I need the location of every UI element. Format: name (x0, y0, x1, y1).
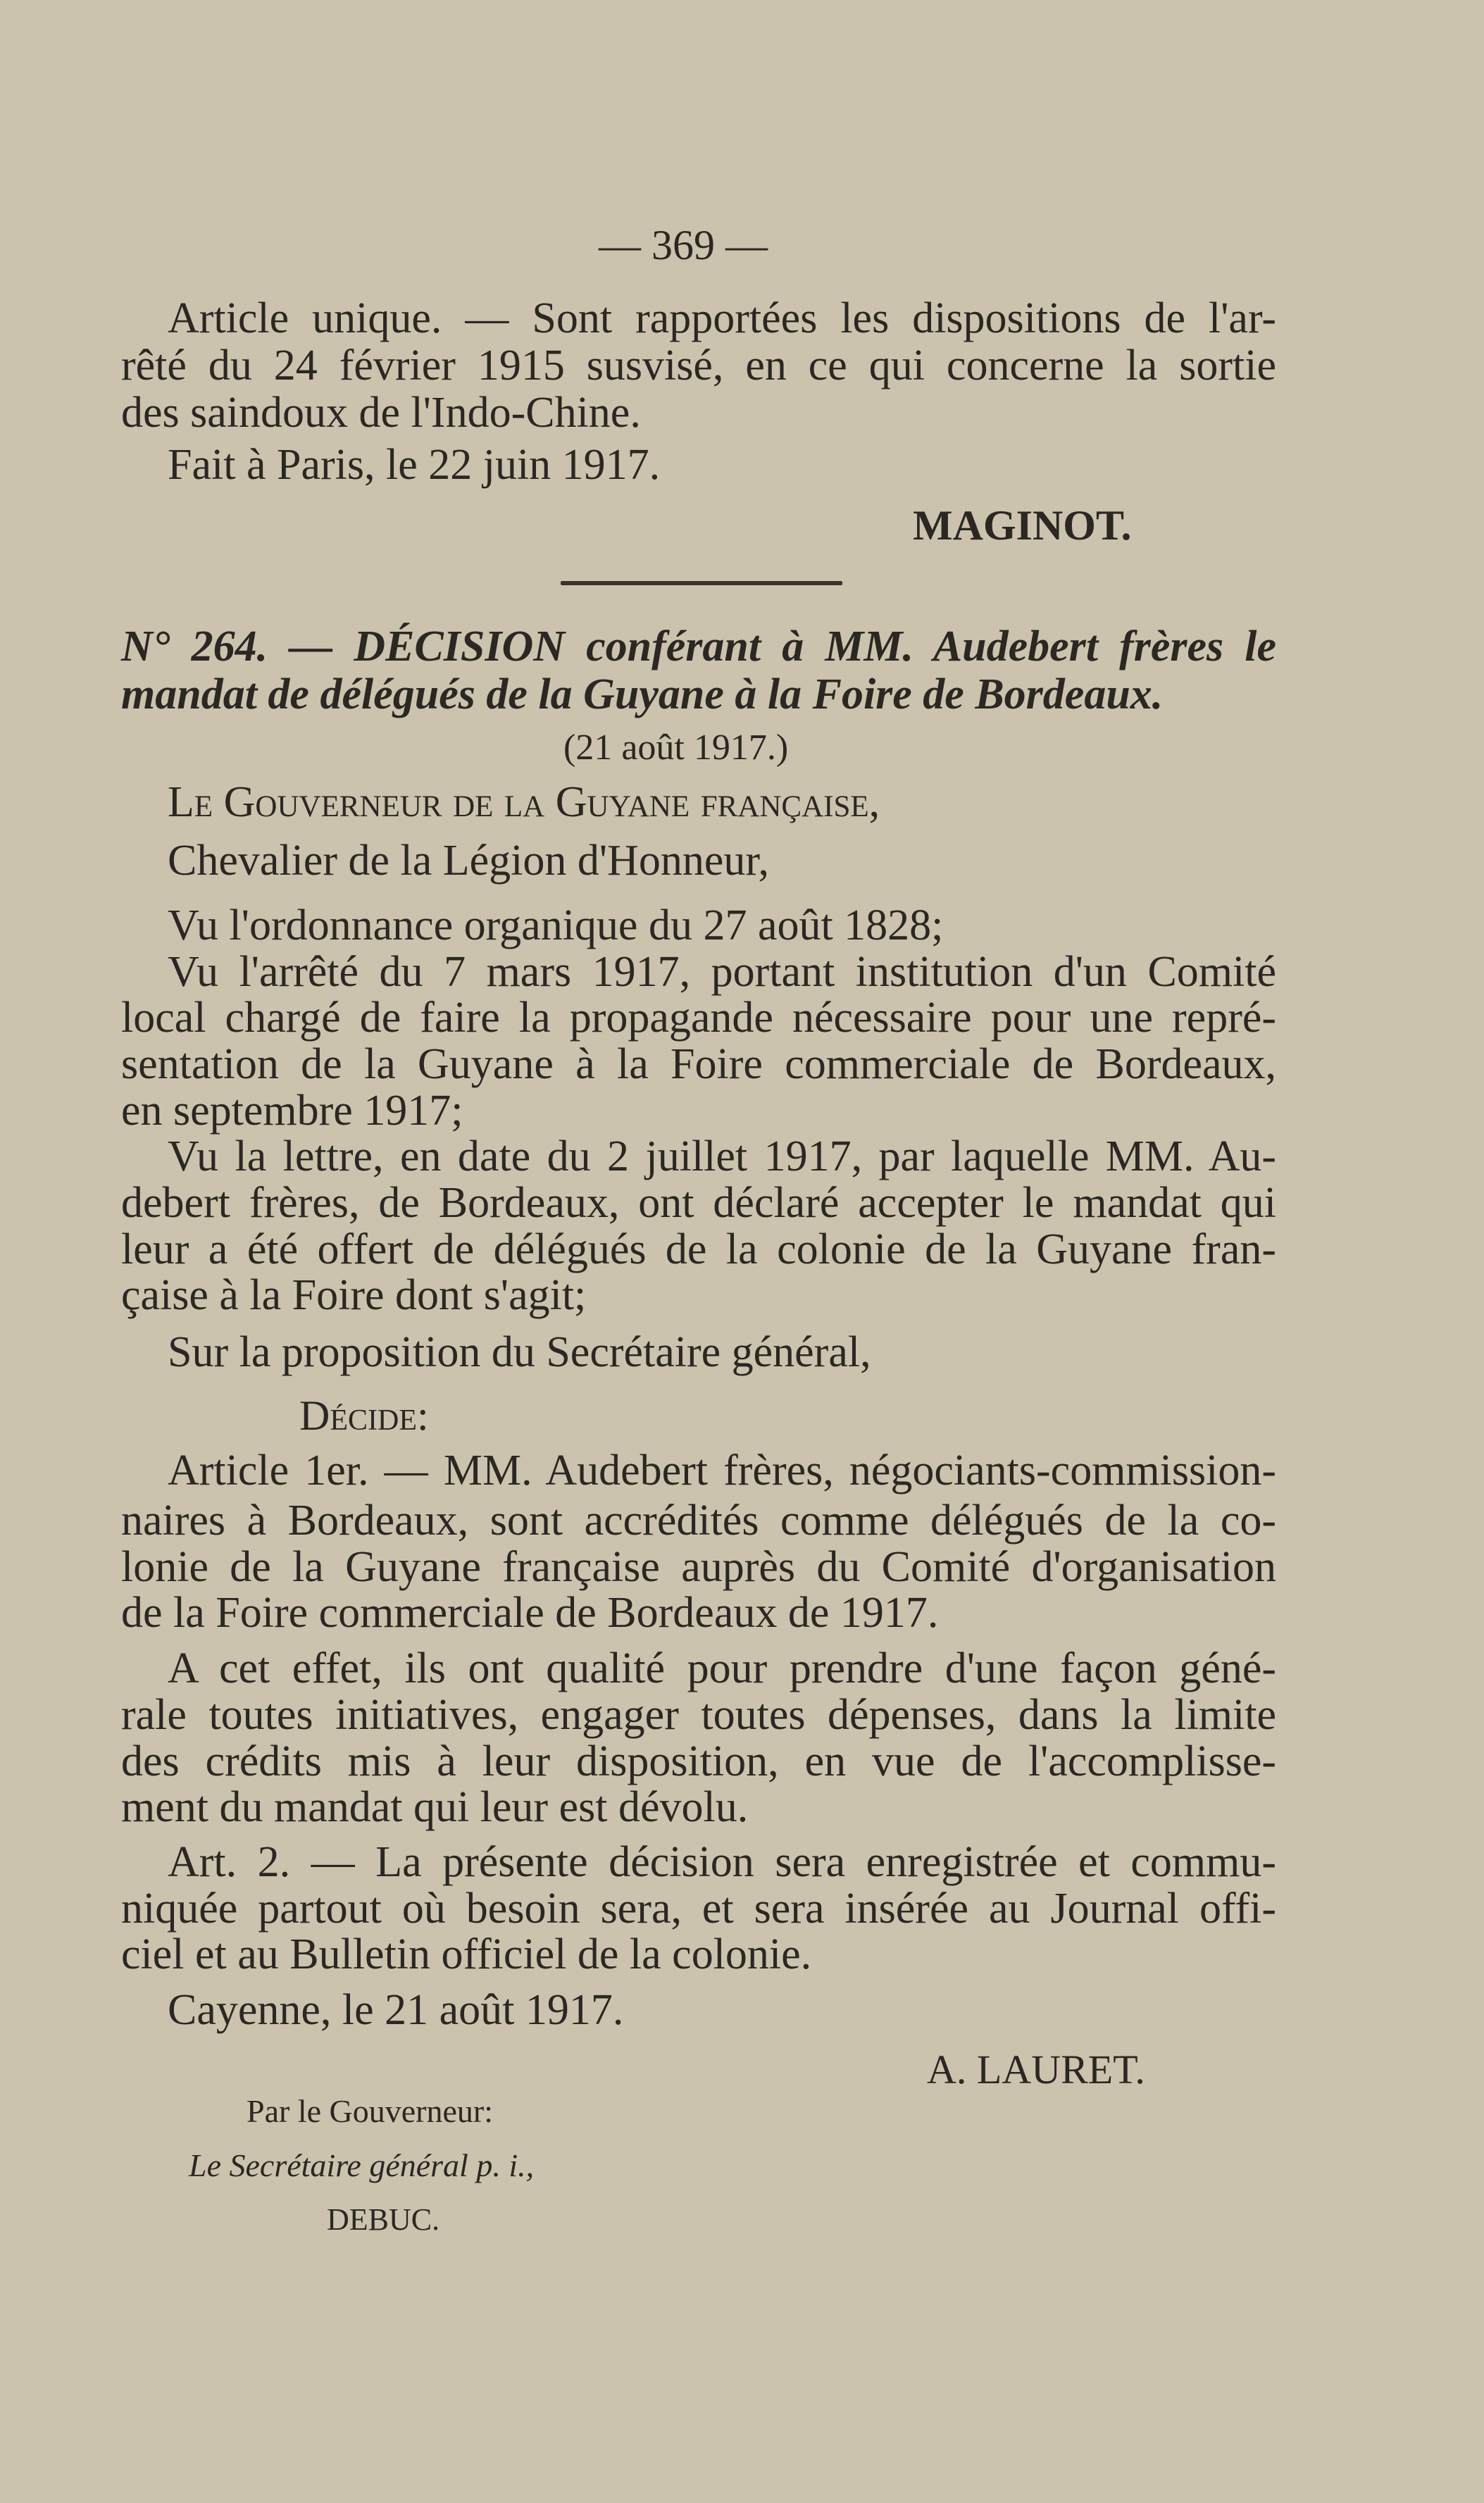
decision-heading-line: N° 264. — DÉCISION conférant à MM. Audebert frères le (121, 623, 1276, 670)
text-line: Le Gouverneur de la Guyane française, (168, 778, 880, 826)
separator-rule (561, 581, 842, 585)
text-line: Vu l'arrêté du 7 mars 1917, portant institution d'un Comité (168, 948, 1276, 996)
text-line: Sur la proposition du Secrétaire général, (168, 1328, 871, 1376)
text-line: ment du mandat qui leur est dévolu. (121, 1783, 749, 1831)
text-line: niquée partout où besoin sera, et sera insérée au Journal offi- (121, 1885, 1276, 1933)
text-line: Vu l'ordonnance organique du 27 août 1828; (168, 901, 944, 949)
text-line: Chevalier de la Légion d'Honneur, (168, 837, 770, 885)
text-line: ciel et au Bulletin officiel de la colonie. (121, 1930, 812, 1978)
signature-lauret: A. LAURET. (927, 2047, 1145, 2092)
text-line: leur a été offert de délégués de la colonie de la Guyane fran- (121, 1225, 1276, 1273)
text-line: rale toutes initiatives, engager toutes dépenses, dans la limite (121, 1691, 1276, 1739)
place-date: Fait à Paris, le 22 juin 1917. (168, 441, 661, 489)
text-line: lonie de la Guyane française auprès du Comité d'organisation (121, 1543, 1276, 1591)
text-line: sentation de la Guyane à la Foire commerciale de Bordeaux, (121, 1040, 1276, 1088)
decision-date: (21 août 1917.) (563, 728, 789, 768)
text-line: debert frères, de Bordeaux, ont déclaré accepter le mandat qui (121, 1179, 1276, 1227)
text-line: Cayenne, le 21 août 1917. (168, 1986, 624, 2034)
text-line: en septembre 1917; (121, 1087, 463, 1135)
text-line: Vu la lettre, en date du 2 juillet 1917, par laquelle MM. Au- (168, 1132, 1276, 1180)
countersign-by: Par le Gouverneur: (247, 2093, 493, 2129)
text-line: rêté du 24 février 1915 susvisé, en ce qui concerne la sortie (121, 342, 1276, 389)
decide-heading: Décide: (299, 1392, 429, 1439)
text-line: Article unique. — Sont rapportées les dispositions de l'ar- (168, 294, 1276, 342)
text-line: Art. 2. — La présente décision sera enregistrée et commu- (168, 1838, 1276, 1886)
countersign-name: DEBUC. (327, 2202, 440, 2237)
page-number: — 369 — (599, 222, 768, 268)
text-line: A cet effet, ils ont qualité pour prendre d'une façon géné- (168, 1644, 1276, 1692)
text-line: çaise à la Foire dont s'agit; (121, 1271, 587, 1319)
text-line: naires à Bordeaux, sont accrédités comme délégués de la co- (121, 1497, 1276, 1544)
decision-heading-line: mandat de délégués de la Guyane à la Foire de Bordeaux. (121, 670, 1164, 718)
text-line: Article 1er. — MM. Audebert frères, négociants-commission- (168, 1447, 1276, 1494)
signature-maginot: MAGINOT. (913, 502, 1132, 549)
text-line: des saindoux de l'Indo-Chine. (121, 389, 641, 437)
text-line: des crédits mis à leur disposition, en vue de l'accomplisse- (121, 1737, 1276, 1785)
text-line: local chargé de faire la propagande nécessaire pour une repré- (121, 994, 1276, 1042)
text-line: de la Foire commerciale de Bordeaux de 1917. (121, 1589, 939, 1637)
countersign-title: Le Secrétaire général p. i., (189, 2147, 535, 2183)
